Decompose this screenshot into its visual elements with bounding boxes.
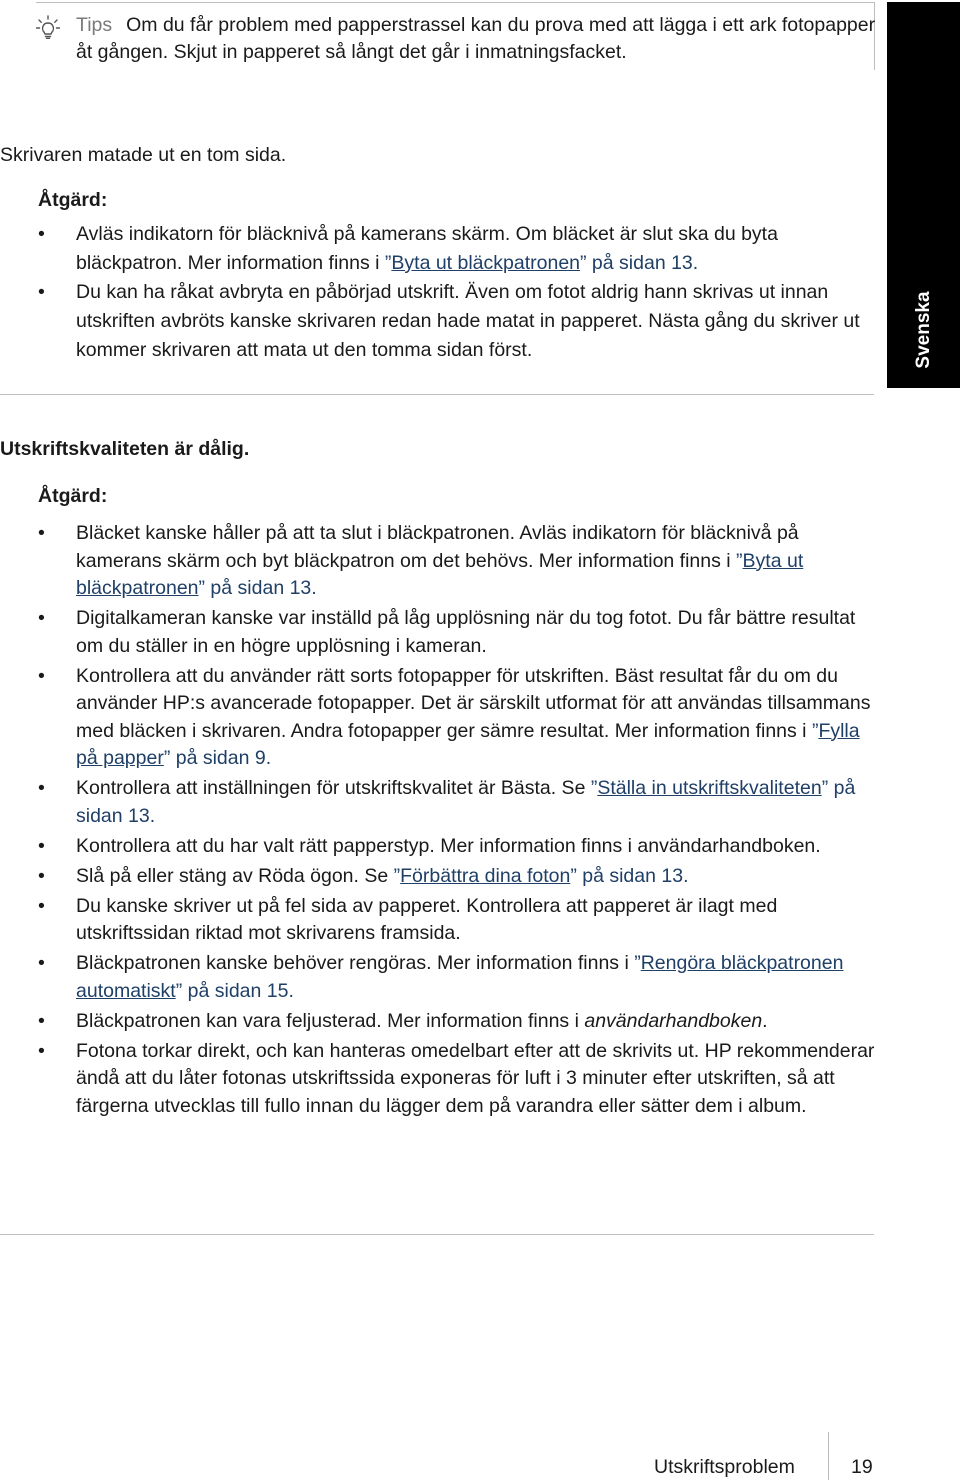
list-item: [76, 278, 880, 365]
quote-mark: ”: [198, 577, 206, 599]
list-item: [76, 220, 880, 278]
quote-mark: ”: [821, 777, 829, 799]
list-item: [76, 833, 880, 861]
quote-mark: ”: [175, 979, 183, 1002]
bullet-text: Bläckpatronen kan vara feljusterad. Mer information finns i: [76, 1009, 585, 1032]
footer-rule: [828, 1432, 829, 1480]
bullet-text: Kontrollera att inställningen för utskriftskvalitet är Bästa. Se: [76, 777, 591, 799]
problem-section-print-quality: [0, 436, 880, 1123]
section-divider: [0, 1234, 874, 1235]
solution-label: Åtgärd:: [38, 485, 108, 507]
link-fylla-pa-papper[interactable]: Fylla på papper: [76, 719, 860, 769]
quote-mark: ”: [736, 549, 743, 572]
list-item: [76, 893, 880, 948]
problem-section-blank-page: [0, 142, 880, 365]
page-reference: på sidan 15.: [182, 979, 294, 1002]
quote-mark: ”: [393, 864, 401, 887]
link-rengora-blackpatronen-automatiskt[interactable]: Rengöra bläckpatronen automatiskt: [76, 952, 844, 1002]
bullet-text: Avläs indikatorn för bläcknivå på kamerans skärm. Om bläcket är slut ska du byta bläckpatron. Mer information finns i: [76, 223, 778, 274]
list-item: [76, 520, 880, 603]
page-number: 19: [851, 1456, 873, 1478]
list-item: [76, 863, 880, 891]
bullet-text: Digitalkameran kanske var inställd på låg upplösning när du tog fotot. Du får bättre resultat om du ställer in en högre upplösning i kameran.: [76, 607, 856, 657]
quote-mark: ”: [580, 252, 587, 274]
quote-mark: ”: [811, 719, 819, 742]
bullet-text: Bläckpatronen kanske behöver rengöras. Mer information finns i: [76, 952, 635, 974]
quote-mark: ”: [163, 747, 171, 769]
link-forbattra-dina-foton[interactable]: Förbättra dina foton: [400, 864, 571, 887]
bullet-text-tail: .: [762, 1009, 768, 1032]
bullet-text: Slå på eller stäng av Röda ögon. Se: [76, 864, 394, 887]
link-byta-ut-blackpatronen[interactable]: Byta ut bläckpatronen: [391, 252, 581, 274]
section-divider: [0, 394, 874, 395]
problem-title: Utskriftskvaliteten är dålig.: [0, 438, 250, 460]
solution-label: Åtgärd:: [38, 189, 108, 211]
solution-list: [0, 220, 880, 365]
link-byta-ut-blackpatronen[interactable]: Byta ut bläckpatronen: [76, 549, 804, 599]
tip-top-rule: [36, 2, 874, 3]
tip-label: Tips: [76, 14, 113, 36]
bullet-text: Kontrollera att du använder rätt sorts fotopapper för utskriften. Bäst resultat får du om du använder HP:s avancerade fotopapper. Det är särskilt utformat för att användas tillsammans med bläcken i skrivaren. Andra fotopapper ger sämre resultat. Mer information finns i: [76, 664, 871, 742]
lightbulb-icon: [36, 15, 60, 39]
link-stalla-in-utskriftskvaliteten[interactable]: Ställa in utskriftskvaliteten: [597, 777, 822, 799]
language-side-tab: [887, 2, 960, 388]
bullet-text: Fotona torkar direkt, och kan hanteras omedelbart efter att de skrivits ut. HP rekommenderar ändå att du låter fotonas utskriftssida exponeras för luft i 3 minuter efter utskriften, så att färgerna utvecklas till fullo innan du lägger dem på varandra eller sätter dem i album.: [76, 1039, 875, 1117]
page-reference: på sidan 13.: [586, 252, 699, 274]
page-reference: på sidan 13.: [205, 577, 317, 599]
language-label: Svenska: [912, 291, 934, 369]
footer-chapter-title: Utskriftsproblem: [654, 1456, 795, 1478]
italic-reference: användarhandboken: [584, 1009, 763, 1032]
quote-mark: ”: [570, 864, 577, 887]
list-item: [76, 950, 880, 1005]
tip-text-block: [76, 12, 876, 66]
quote-mark: ”: [590, 777, 598, 799]
page-reference: på sidan 13.: [76, 777, 856, 827]
list-item: [76, 1038, 880, 1121]
tip-body: Om du får problem med papperstrassel kan du prova med att lägga i ett ark fotopapper åt gången. Skjut in papperet så långt det går i inmatningsfacket.: [76, 14, 876, 63]
bullet-text: Du kan ha råkat avbryta en påbörjad utskrift. Även om fotot aldrig hann skrivas ut innan utskriften avbröts kanske skrivaren redan hade matat in papperet. Nästa gång du skriver ut kommer skrivaren att mata ut den tomma sidan först.: [76, 281, 860, 361]
list-item: [76, 1008, 880, 1036]
bullet-text: Bläcket kanske håller på att ta slut i bläckpatronen. Avläs indikatorn för bläcknivå på kamerans skärm och byt bläckpatron om det behövs. Mer information finns i: [76, 522, 799, 572]
bullet-text: Kontrollera att du har valt rätt papperstyp. Mer information finns i användarhandboken.: [76, 834, 821, 857]
quote-mark: ”: [634, 952, 641, 974]
list-item: [76, 605, 880, 660]
problem-title: Skrivaren matade ut en tom sida.: [0, 144, 287, 166]
tip-box: [36, 12, 876, 66]
list-item: [76, 663, 880, 773]
list-item: [76, 775, 880, 830]
bullet-text: Du kanske skriver ut på fel sida av papperet. Kontrollera att papperet är ilagt med utskriftssidan riktad mot skrivarens framsida.: [76, 894, 778, 944]
page-reference: på sidan 9.: [170, 747, 272, 769]
page-reference: på sidan 13.: [576, 864, 689, 887]
solution-list: [0, 520, 880, 1120]
quote-mark: ”: [384, 252, 392, 274]
